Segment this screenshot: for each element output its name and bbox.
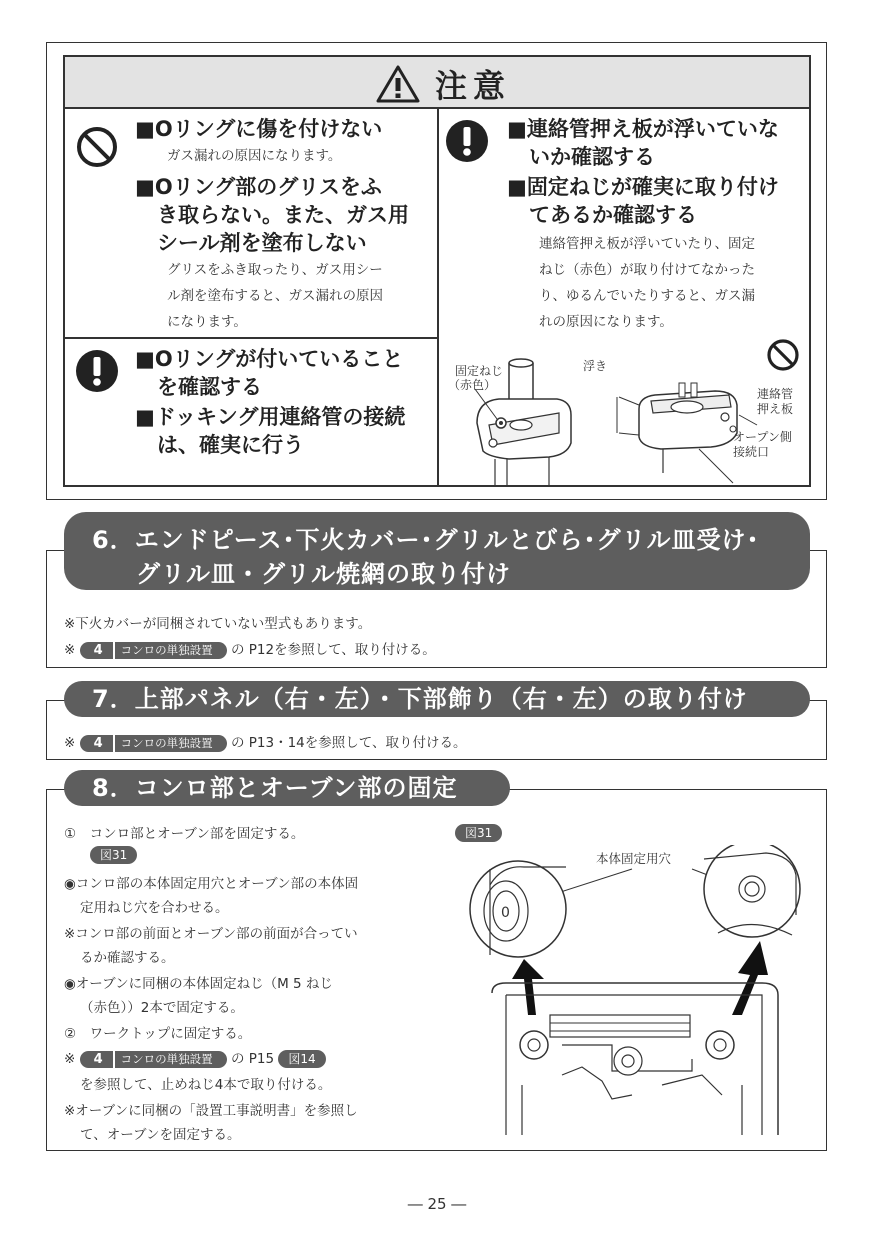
caution-box: [63, 55, 811, 487]
section6-heading: [64, 512, 810, 590]
caution-heading-oring-damage: ■Oリングに傷を付けない: [135, 117, 383, 141]
figure31-label: 本体固定用穴: [596, 851, 672, 866]
figure-reference-badge[interactable]: 図14: [278, 1050, 325, 1068]
caution-text-grease-line3: になります。: [167, 314, 247, 330]
section6-note1: ※下火カバーが同梱されていない型式もあります。: [64, 616, 372, 632]
section8-step1: ① コンロ部とオーブン部を固定する。: [64, 826, 305, 842]
section-reference-badge[interactable]: [80, 1051, 227, 1068]
caution-text-screw-line1: 連絡管押え板が浮いていたり、固定: [539, 236, 755, 252]
ref-number: 4: [80, 735, 113, 752]
section8-note1-line1: ※コンロ部の前面とオーブン部の前面が合ってい: [64, 926, 358, 942]
section8-note3-line1: ※オーブンに同梱の「設置工事説明書」を参照し: [64, 1103, 358, 1119]
warning-icon: [376, 64, 420, 104]
figure-reference-badge[interactable]: 図31: [90, 846, 137, 864]
section8-bullet1-line1: ◉コンロ部の本体固定用穴とオーブン部の本体固: [64, 876, 359, 892]
figure31-badge: 図31: [455, 824, 502, 842]
section8-heading: 8．コンロ部とオーブン部の固定: [64, 770, 510, 806]
mandatory-icon: [445, 119, 489, 163]
label-oven-port-line2: 接続口: [733, 445, 770, 459]
figure31-illustration: [462, 845, 812, 1135]
divider-horizontal: [65, 337, 437, 339]
note-mark: ※: [64, 642, 76, 658]
caution-text-screw-line3: り、ゆるんでいたりすると、ガス漏: [539, 288, 755, 304]
ref-label: コンロの単独設置: [115, 735, 227, 752]
caution-header: [65, 57, 809, 109]
section6-note2: [64, 638, 436, 659]
label-float: 浮き: [583, 359, 608, 373]
mandatory-icon: [75, 349, 119, 393]
section8-step2: ② ワークトップに固定する。: [64, 1026, 252, 1042]
caution-heading-screw-line2: てあるか確認する: [529, 203, 697, 227]
caution-heading-oring-check-line2: を確認する: [157, 375, 262, 399]
section8-note2-line1: [64, 1047, 326, 1068]
section8-bullet2-line2: （赤色））2本で固定する。: [80, 1000, 244, 1016]
caution-text-grease-line1: グリスをふき取ったり、ガス用シー: [167, 262, 383, 278]
note-mark: ※: [64, 735, 76, 751]
section8-note2-line2: を参照して、止めねじ4本で取り付ける。: [80, 1077, 332, 1093]
prohibition-icon: [75, 125, 119, 169]
section8-note3-line2: て、オーブンを固定する。: [80, 1127, 241, 1143]
section8-bullet2-line1: ◉オーブンに同梱の本体固定ねじ（M 5 ねじ: [64, 976, 333, 992]
section8-fig-ref: [90, 846, 137, 864]
caution-heading-grease-line2: き取らない。また、ガス用: [157, 203, 409, 227]
section7-note: [64, 731, 466, 752]
note-mid: の P15: [230, 1051, 275, 1067]
caution-text-screw-line4: れの原因になります。: [539, 314, 673, 330]
section8-note1-line2: るか確認する。: [80, 950, 175, 966]
caution-heading-screw-line1: ■固定ねじが確実に取り付け: [507, 175, 779, 199]
caution-heading-docking-line2: は、確実に行う: [157, 433, 304, 457]
note-suffix: の P12を参照して、取り付ける。: [230, 642, 436, 658]
caution-title: 注意: [435, 67, 512, 105]
ref-number: 4: [80, 642, 113, 659]
section6-title-line1: 6．エンドピース･下火カバー･グリルとびら･グリル皿受け･: [92, 526, 760, 554]
section7-heading: 7．上部パネル（右・左）・下部飾り（右・左）の取り付け: [64, 681, 810, 717]
label-plate-line2: 押え板: [757, 402, 794, 416]
caution-text-oring-damage: ガス漏れの原因になります。: [167, 148, 342, 164]
section-reference-badge[interactable]: [80, 642, 227, 659]
ref-label: コンロの単独設置: [115, 642, 227, 659]
section6-title-line2: グリル皿・グリル焼網の取り付け: [136, 560, 511, 588]
ref-number: 4: [80, 1051, 113, 1068]
section-reference-badge[interactable]: [80, 735, 227, 752]
caution-text-screw-line2: ねじ（赤色）が取り付けてなかった: [539, 262, 755, 278]
figure31-badge-wrap: [455, 822, 502, 842]
plate-screw-illustration: [439, 333, 809, 485]
note-suffix: の P13・14を参照して、取り付ける。: [230, 735, 467, 751]
caution-heading-plate-line2: いか確認する: [529, 145, 655, 169]
caution-heading-plate-line1: ■連絡管押え板が浮いていな: [507, 117, 779, 141]
section8-bullet1-line2: 定用ねじ穴を合わせる。: [80, 900, 229, 916]
label-fixing-screw-line2: （赤色）: [448, 378, 497, 392]
label-oven-port-line1: オープン側: [733, 430, 792, 444]
caution-text-grease-line2: ル剤を塗布すると、ガス漏れの原因: [167, 288, 383, 304]
caution-heading-docking-line1: ■ドッキング用連絡管の接続: [135, 405, 406, 429]
note-mark: ※: [64, 1051, 76, 1067]
ref-label: コンロの単独設置: [115, 1051, 227, 1068]
label-plate-line1: 連絡管: [757, 387, 794, 401]
page-number: ― 25 ―: [407, 1195, 467, 1213]
caution-heading-grease-line1: ■Oリング部のグリスをふ: [135, 175, 382, 199]
label-fixing-screw-line1: 固定ねじ: [455, 364, 504, 378]
svg-text:0: 0: [501, 905, 510, 921]
caution-heading-oring-check-line1: ■Oリングが付いていること: [135, 347, 404, 371]
caution-heading-grease-line3: シール剤を塗布しない: [157, 231, 367, 255]
